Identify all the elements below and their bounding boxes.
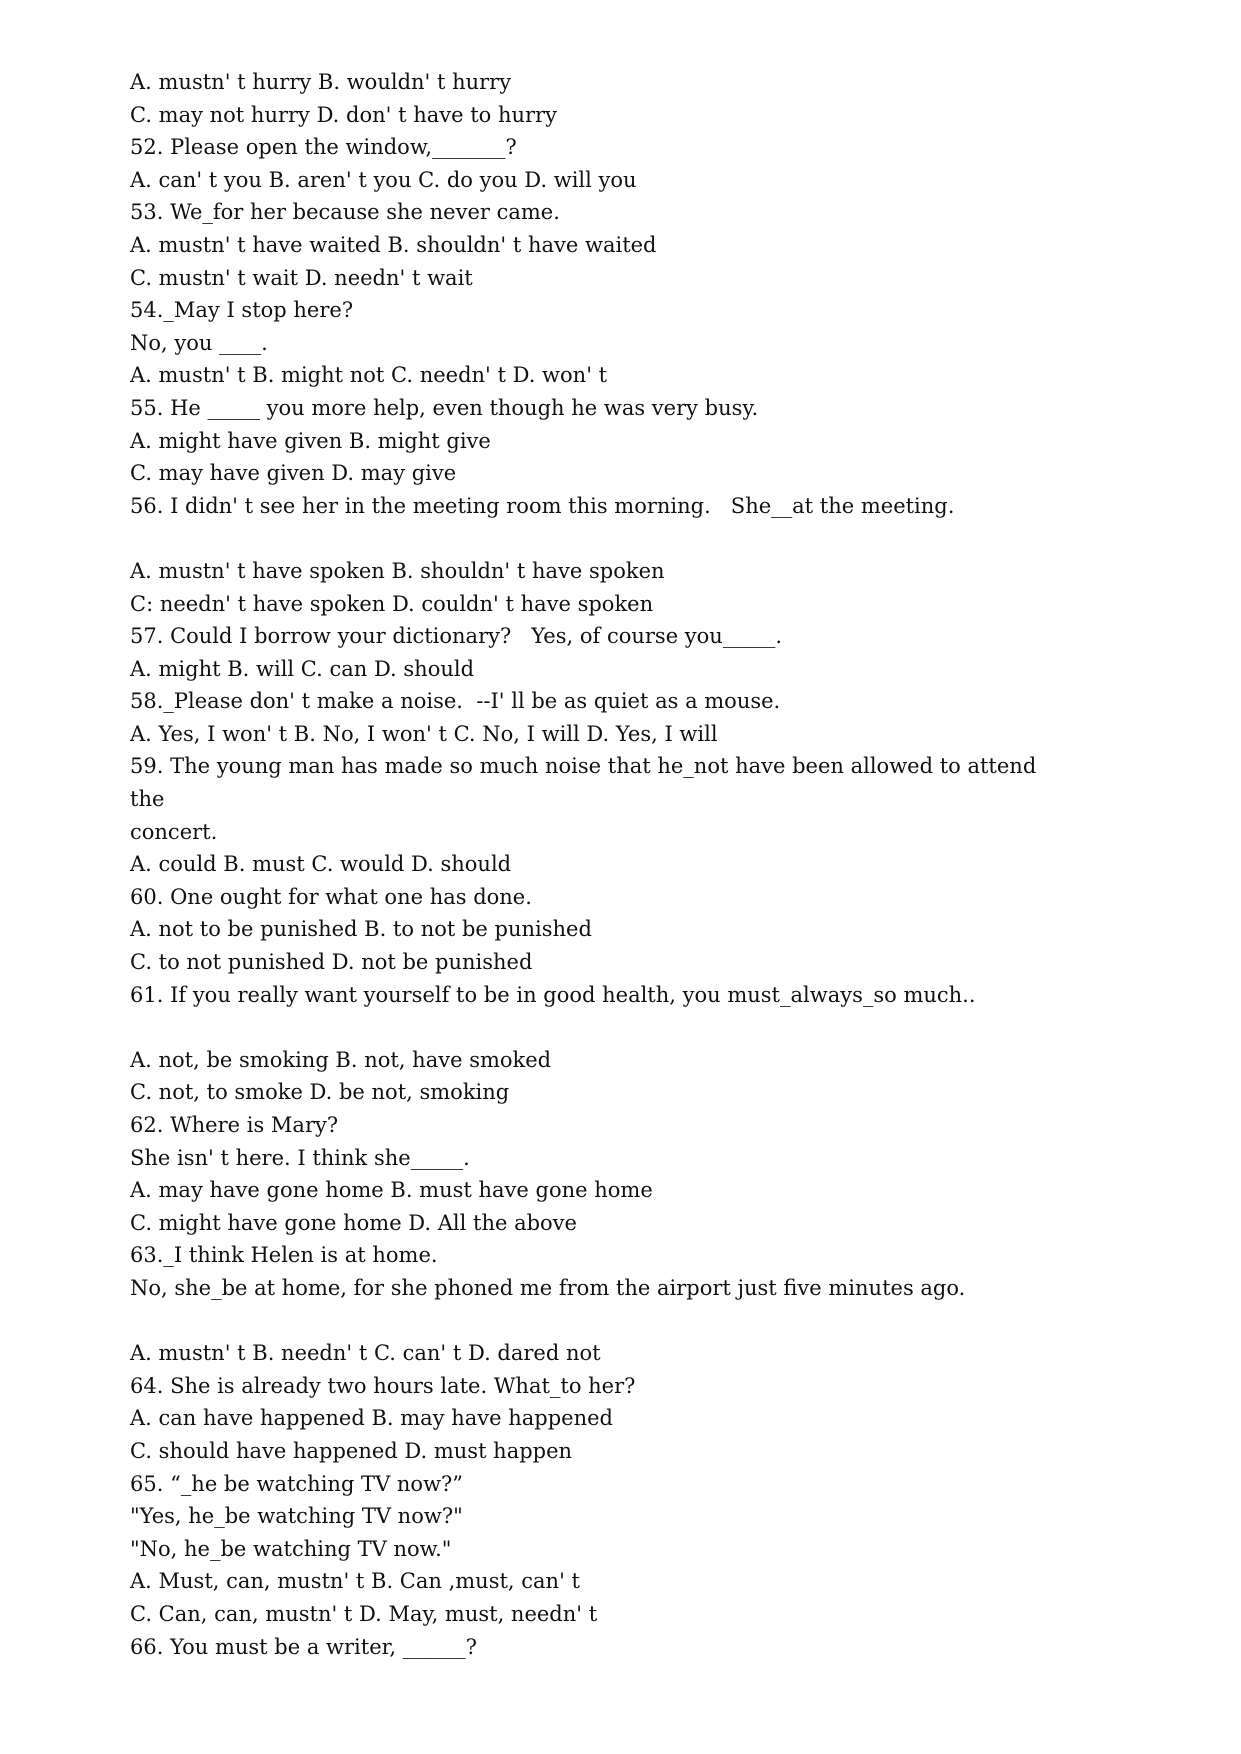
text-line: A. mustn' t B. needn' t C. can' t D. dared not [130, 1341, 601, 1366]
blank-line [130, 1011, 1140, 1044]
text-line: "Yes, he_be watching TV now?" [130, 1504, 463, 1529]
text-line: A. mustn' t have spoken B. shouldn' t have spoken [130, 558, 665, 583]
text-line: She isn' t here. I think she_____. [130, 1145, 470, 1170]
text-line: A. might have given B. might give [130, 428, 491, 453]
text-line: A. Yes, I won' t B. No, I won' t C. No, I will D. Yes, I will [130, 721, 718, 746]
question-59: 59. The young man has made so much noise that he_not have been allowed to attend [130, 754, 1037, 779]
text-line: A. not, be smoking B. not, have smoked [130, 1047, 552, 1072]
text-line: C. might have gone home D. All the above [130, 1210, 577, 1235]
text-line: C. to not punished D. not be punished [130, 950, 533, 975]
blank-line [130, 1305, 1140, 1338]
text-line: A. Must, can, mustn' t B. Can ,must, can' t [130, 1569, 580, 1594]
text-line: No, you ____. [130, 330, 268, 355]
text-line: "No, he_be watching TV now." [130, 1536, 452, 1561]
text-line: C. mustn' t wait D. needn' t wait [130, 265, 473, 290]
text-line: A. may have gone home B. must have gone home [130, 1178, 653, 1203]
question-52: 52. Please open the window,_______? [130, 135, 517, 160]
question-57: 57. Could I borrow your dictionary? Yes, of course you_____. [130, 624, 783, 649]
question-58: 58._Please don' t make a noise. --I' ll be as quiet as a mouse. [130, 689, 781, 714]
text-line: No, she_be at home, for she phoned me from the airport just five minutes ago. [130, 1275, 966, 1300]
text-line: A. not to be punished B. to not be punished [130, 917, 592, 942]
text-line: C: needn' t have spoken D. couldn' t have spoken [130, 591, 654, 616]
question-61: 61. If you really want yourself to be in good health, you must_always_so much.. [130, 982, 976, 1007]
question-54: 54._May I stop here? [130, 298, 354, 323]
document-page [130, 66, 1140, 1663]
text-line: C. may not hurry D. don' t have to hurry [130, 102, 557, 127]
text-line: the [130, 787, 165, 812]
question-60: 60. One ought for what one has done. [130, 884, 532, 909]
text-line: A. mustn' t B. might not C. needn' t D. won' t [130, 363, 608, 388]
question-55: 55. He _____ you more help, even though he was very busy. [130, 395, 759, 420]
text-line: A. mustn' t have waited B. shouldn' t have waited [130, 232, 657, 257]
text-line: A. might B. will C. can D. should [130, 656, 475, 681]
question-63: 63._I think Helen is at home. [130, 1243, 438, 1268]
text-line: A. can have happened B. may have happened [130, 1406, 613, 1431]
question-53: 53. We_for her because she never came. [130, 200, 560, 225]
question-56: 56. I didn' t see her in the meeting room this morning. She__at the meeting. [130, 493, 955, 518]
text-line: C. may have given D. may give [130, 461, 457, 486]
text-line: A. mustn' t hurry B. wouldn' t hurry [130, 70, 512, 94]
text-line: A. can' t you B. aren' t you C. do you D. will you [130, 167, 637, 192]
text-line: A. could B. must C. would D. should [130, 852, 512, 877]
text-line: C. not, to smoke D. be not, smoking [130, 1080, 510, 1105]
text-line: concert. [130, 819, 218, 844]
question-66: 66. You must be a writer, ______? [130, 1634, 477, 1659]
question-62: 62. Where is Mary? [130, 1113, 339, 1137]
blank-line [130, 522, 1140, 555]
question-65: 65. “_he be watching TV now?” [130, 1471, 464, 1496]
question-64: 64. She is already two hours late. What_to her? [130, 1373, 636, 1398]
text-line: C. should have happened D. must happen [130, 1438, 573, 1463]
text-line: C. Can, can, mustn' t D. May, must, needn' t [130, 1601, 598, 1626]
